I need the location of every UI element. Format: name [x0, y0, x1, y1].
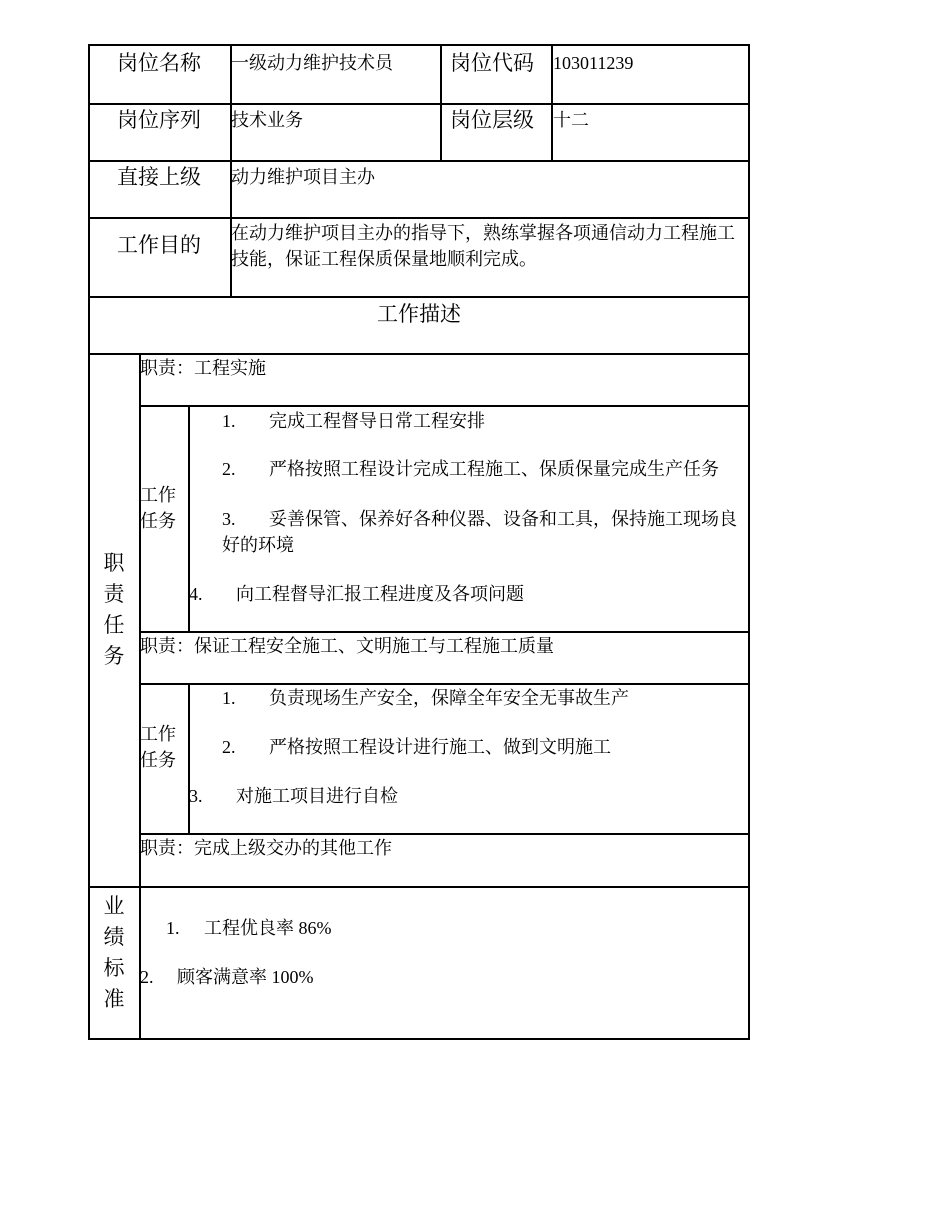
superior-value: 动力维护项目主办: [231, 167, 375, 187]
task-number: 2.: [222, 737, 236, 757]
performance-item: 工程优良率 86%: [204, 918, 332, 938]
duties-label: 职责任务: [103, 551, 125, 668]
task-item: [222, 506, 742, 558]
task-number: 1.: [222, 411, 236, 431]
task-number: 4.: [189, 584, 203, 604]
task-item: 向工程督导汇报工程进度及各项问题: [236, 584, 524, 604]
duty-title: 职责：完成上级交办的其他工作: [140, 838, 392, 858]
description-title: 工作描述: [377, 302, 461, 326]
position-name-label: 岗位名称: [117, 51, 201, 75]
task-item: 完成工程督导日常工程安排: [269, 411, 485, 431]
task-item: 严格按照工程设计完成工程施工、保质保量完成生产任务: [269, 459, 719, 479]
position-name-value: 一级动力维护技术员: [231, 53, 393, 73]
task-item: 对施工项目进行自检: [236, 786, 398, 806]
position-code-value: 103011239: [553, 53, 634, 73]
purpose-label: 工作目的: [117, 233, 201, 257]
task-number: 2.: [222, 459, 236, 479]
sequence-label: 岗位序列: [117, 108, 201, 132]
position-code-label: 岗位代码: [450, 51, 534, 75]
level-label: 岗位层级: [450, 108, 534, 132]
task-number: 3.: [189, 786, 203, 806]
performance-label: 业绩标准: [103, 894, 125, 1011]
task-text: 妥善保管、保养好各种仪器、设备和工具，保持施工现场良好的环境: [222, 509, 737, 555]
purpose-value: 在动力维护项目主办的指导下，熟练掌握各项通信动力工程施工技能，保证工程保质保量地顺利完成。: [231, 223, 735, 269]
sequence-value: 技术业务: [231, 110, 303, 130]
task-number: 1.: [222, 688, 236, 708]
task-item: 严格按照工程设计进行施工、做到文明施工: [269, 737, 611, 757]
performance-number: 1.: [166, 918, 180, 938]
performance-number: 2.: [140, 967, 154, 987]
duty-title: 职责：工程实施: [140, 358, 266, 378]
level-value: 十二: [553, 110, 589, 130]
task-label: 工作任务: [140, 485, 176, 531]
task-number: 3.: [222, 509, 236, 529]
duty-title: 职责：保证工程安全施工、文明施工与工程施工质量: [140, 636, 554, 656]
superior-label: 直接上级: [117, 165, 201, 189]
performance-item: 顾客满意率 100%: [177, 967, 314, 987]
task-label: 工作任务: [140, 724, 176, 770]
task-item: 负责现场生产安全，保障全年安全无事故生产: [269, 688, 629, 708]
